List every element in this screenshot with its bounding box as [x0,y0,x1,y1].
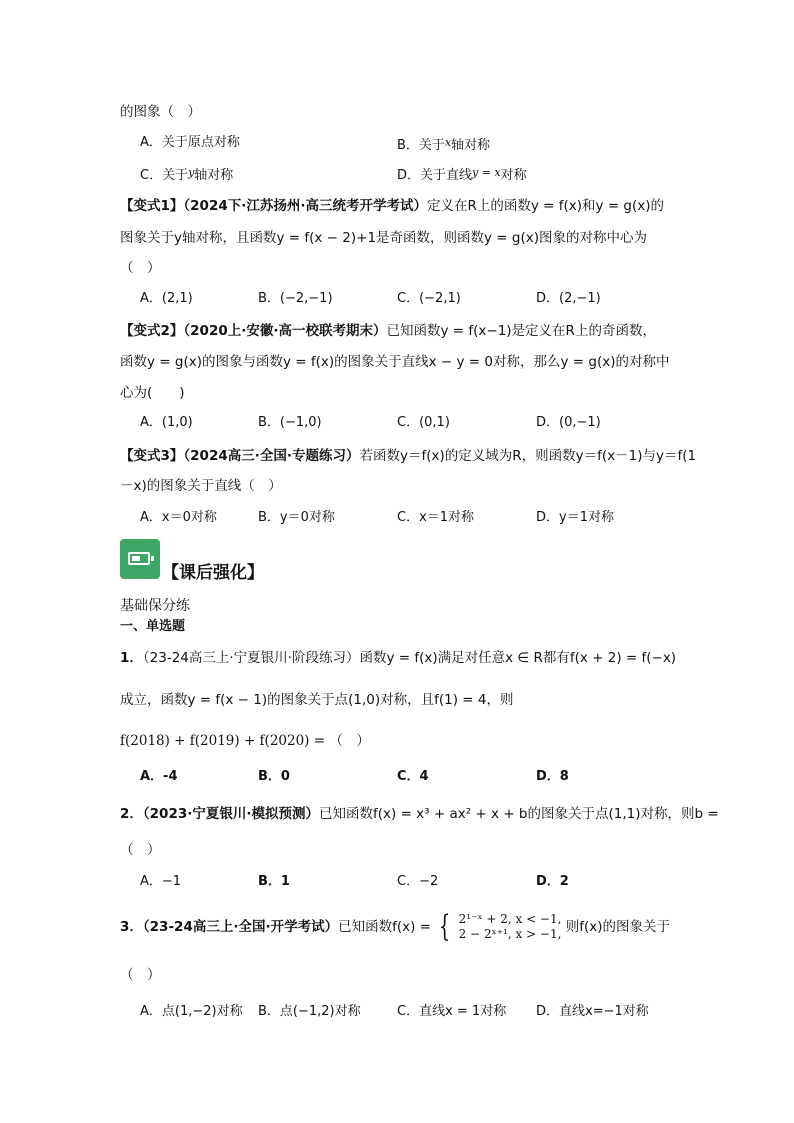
variant-2-option-d: D．(0,−1) [536,415,601,430]
question-1-line1: 1．（23-24高三上·宁夏银川·阶段练习）函数y = f(x)满足对任意x ∈ R都有f(x + 2) = f(−x) [120,650,677,666]
question-2-option-a: A．−1 [140,874,182,889]
variant-1-option-a: A．(2,1) [140,291,193,306]
variant-2-line1: 【变式2】（2020上·安徽·高一校联考期末）已知函数y = f(x−1)是定义在R上的奇函数， [120,323,656,339]
variant-1-option-d: D．(2,−1) [536,291,601,306]
question-3-option-c: C．直线x = 1对称 [397,1004,507,1019]
question-3-option-b: B．点(−1,2)对称 [258,1004,361,1019]
variant-2-line2: 函数y = g(x)的图象与函数y = f(x)的图象关于直线x − y = 0对称，那么y = g(x)的对称中 [120,354,670,370]
variant-2-option-c: C．(0,1) [397,415,450,430]
question-1-line3: f(2018) + f(2019) + f(2020) = （ ） [120,733,370,749]
variant-2-line3: 心为( ) [120,385,185,401]
question-2-line2: （ ） [120,842,161,858]
question-1-line2: 成立，函数y = f(x − 1)的图象关于点(1,0)对称，且f(1) = 4，则 [120,692,514,708]
variant-3-line1: 【变式3】（2024高三·全国·专题练习）若函数y＝f(x)的定义域为R，则函数y＝f(x－1)与y＝f(1 [120,448,697,464]
question-2-line1: 2．（2023·宁夏银川·模拟预测）已知函数f(x) = x³ + ax² + x + b的图象关于点(1,1)对称，则b = [120,806,719,822]
variant-3-line2: －x)的图象关于直线（ ） [120,478,282,494]
variant-3-option-c: C．x＝1对称 [397,510,475,525]
variant-3-option-b: B．y＝0对称 [258,510,335,525]
section-title: 【课后强化】 [162,563,264,583]
question-2-option-c: C．−2 [397,874,439,889]
intro-option-c: C．关于$^y$轴对称 [140,166,234,183]
question-3-line2: （ ） [120,967,161,983]
variant-1-line1: 【变式1】（2024下·江苏扬州·高三统考开学考试）定义在R上的函数y = f(x)和y = g(x)的 [120,198,665,214]
variant-2-option-b: B．(−1,0) [258,415,322,430]
intro-option-b: B．关于$^x$轴对称 [397,136,491,153]
question-1-option-b: B．0 [258,769,290,784]
piecewise-cases: 2¹⁻ˣ + 2, x < −1, 2 − 2ˣ⁺¹, x > −1, [458,912,562,941]
variant-1-line2: 图象关于y轴对称，且函数y = f(x − 2)+1是奇函数，则函数y = g(x)图象的对称中心为 [120,230,648,246]
battery-icon [120,539,160,579]
variant-3-option-d: D．y＝1对称 [536,510,614,525]
intro-text: 的图象（ ） [120,104,201,120]
intro-option-a: A．关于原点对称 [140,135,240,150]
question-2-option-b: B．1 [258,874,290,889]
question-1-option-d: D．8 [536,769,569,784]
piecewise-brace: { [439,909,451,944]
variant-3-option-a: A．x＝0对称 [140,510,217,525]
intro-option-d: D．关于直线$^{y = x}$对称 [397,166,527,183]
variant-1-option-b: B．(−2,−1) [258,291,333,306]
question-1-option-c: C．4 [397,769,429,784]
question-3-option-d: D．直线x=−1对称 [536,1004,649,1019]
variant-2-option-a: A．(1,0) [140,415,193,430]
variant-1-line3: （ ） [120,260,161,276]
question-3-line1: 3．（23-24高三上·全国·开学考试）已知函数f(x) = { 2¹⁻ˣ + 2, x < −1, 2 − 2ˣ⁺¹, x > −1, 则f(x)的图象关于 [120,909,671,944]
question-3-option-a: A．点(1,−2)对称 [140,1004,243,1019]
question-2-option-d: D．2 [536,874,569,889]
section-subtitle: 基础保分练 [120,598,190,614]
variant-1-option-c: C．(−2,1) [397,291,461,306]
question-1-option-a: A．-4 [140,769,178,784]
section-category: 一、单选题 [120,619,186,634]
